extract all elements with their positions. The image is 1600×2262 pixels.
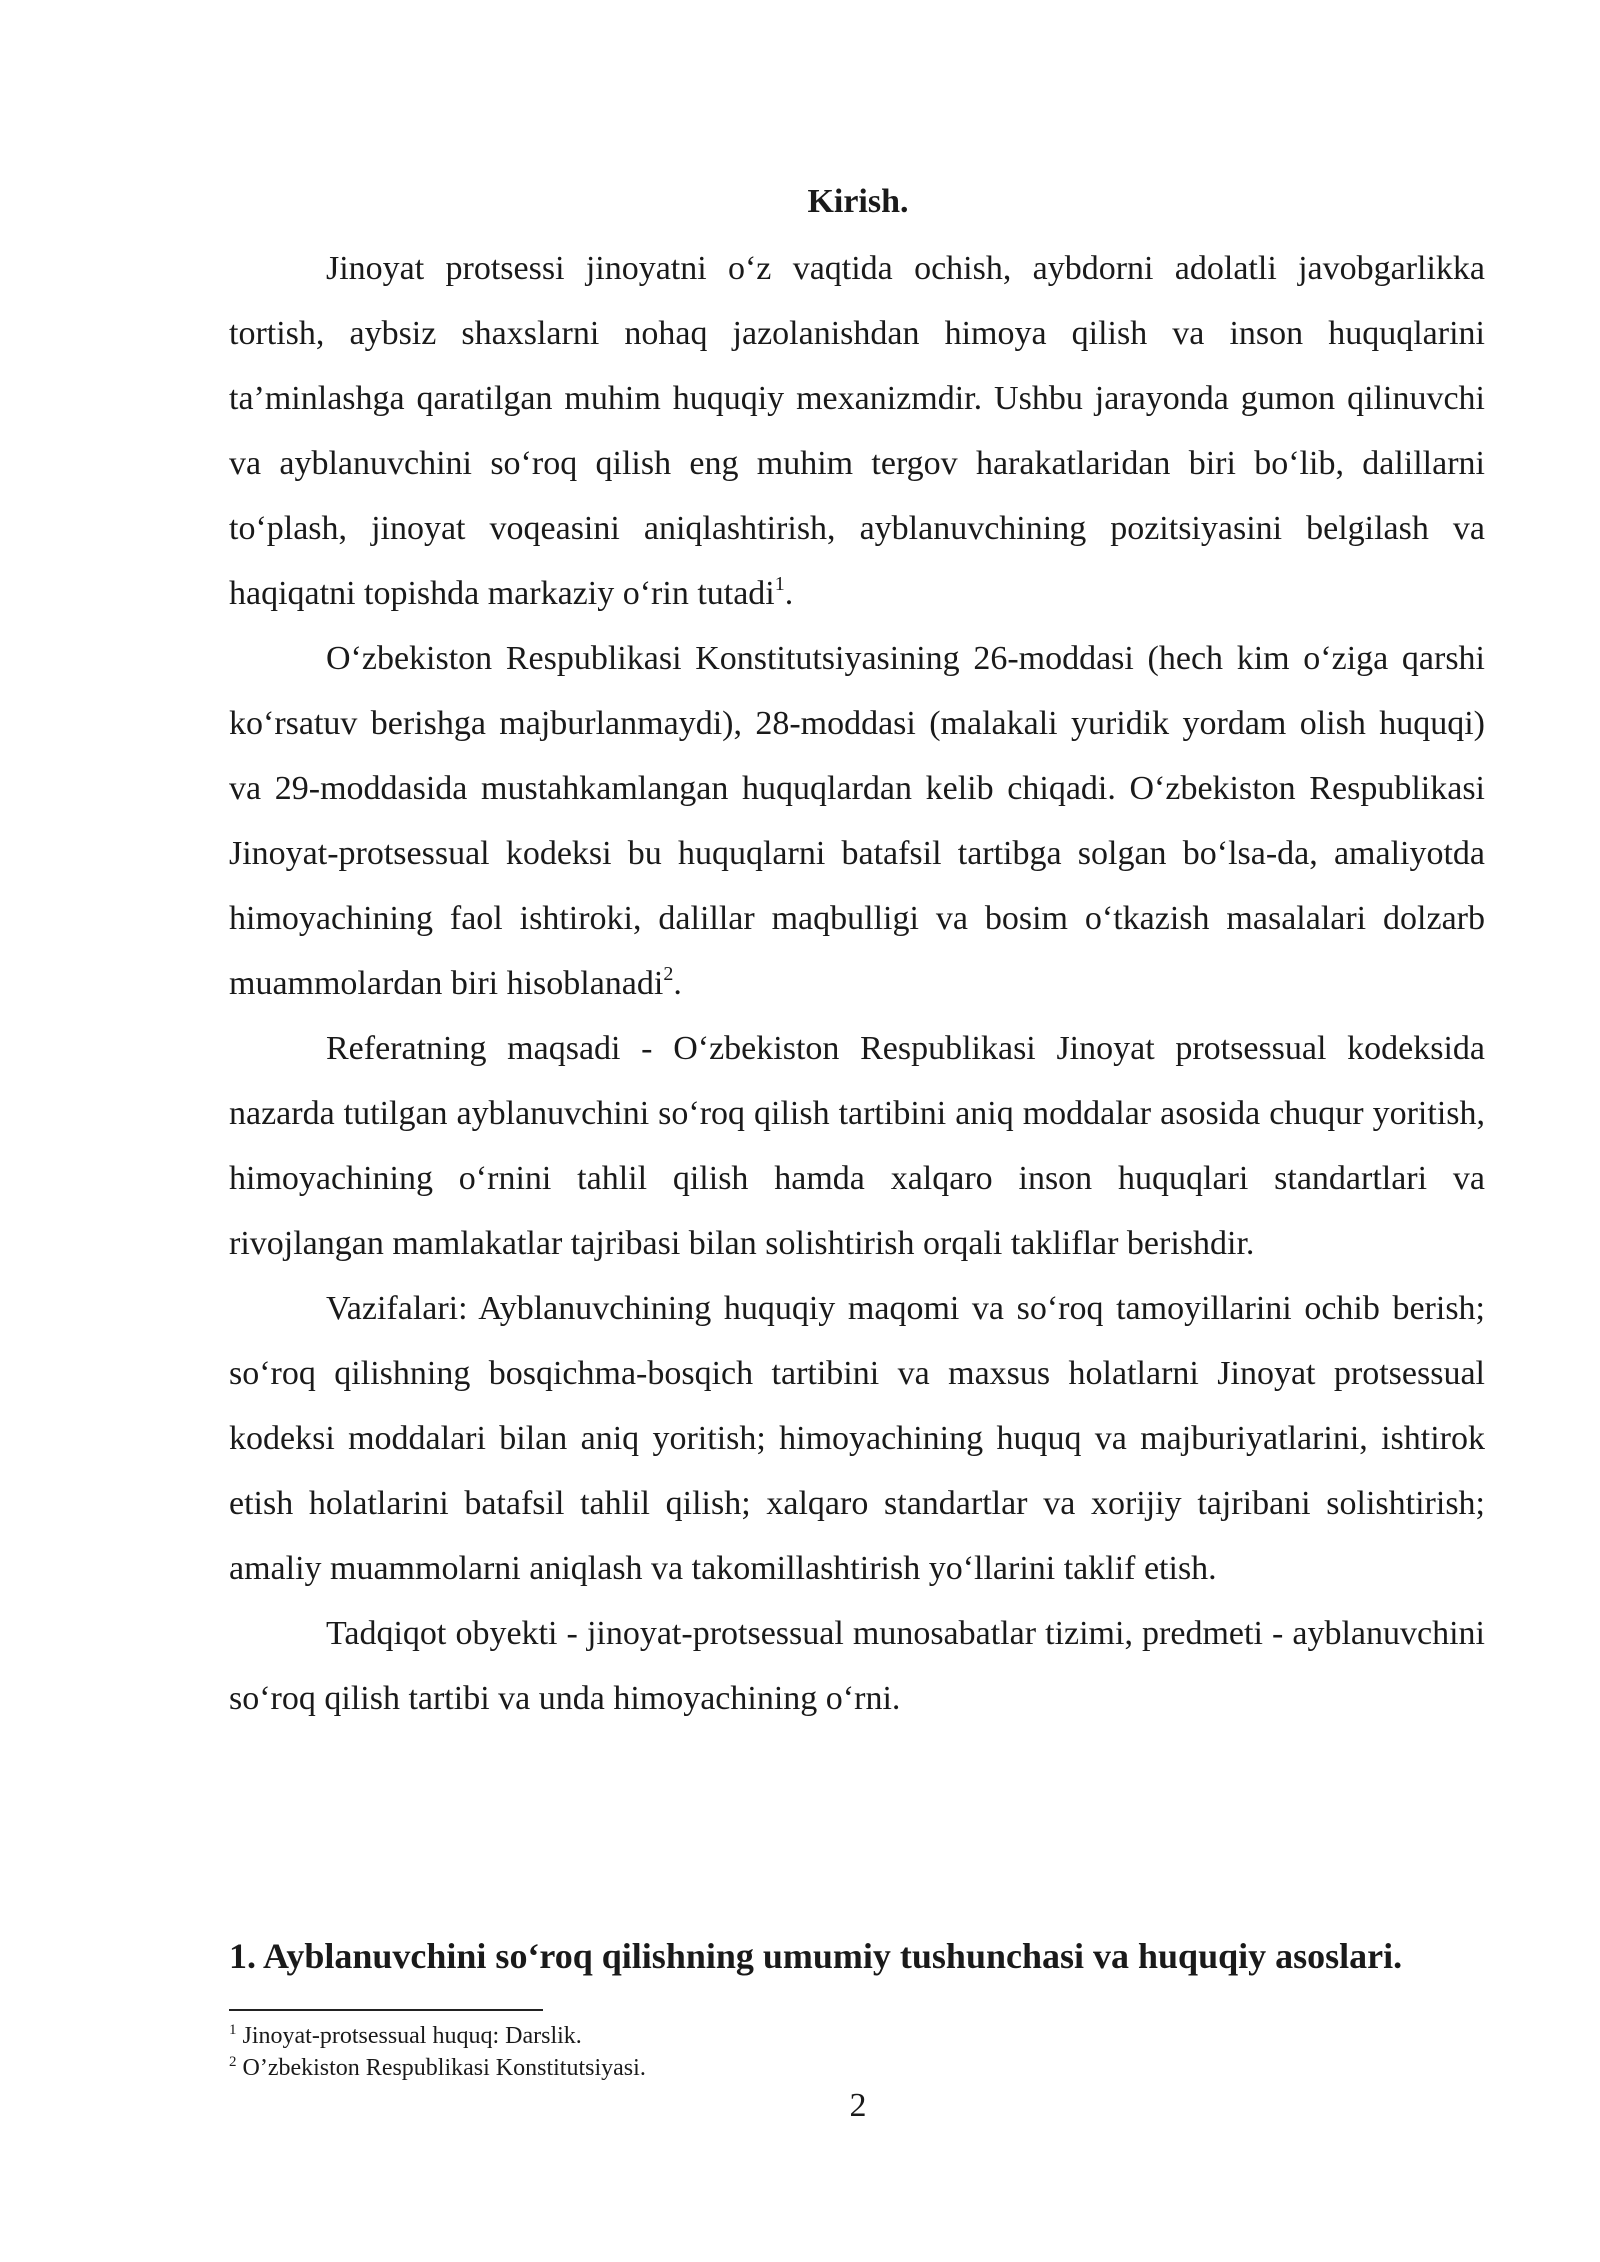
paragraph-constitution	[229, 626, 1485, 1016]
footnote-number: 2	[229, 2054, 237, 2070]
paragraph-text: Jinoyat protsessi jinoyatni o‘z vaqtida ochish, aybdorni adolatli javobgarlikka tortish, aybsiz shaxslarni nohaq jazolanishdan himoya qilish va inson huquqlarini ta’minlashga qaratilgan muhim huquqiy mexanizmdir. Ushbu jarayonda gumon qilinuvchi va ayblanuvchini so‘roq qilish eng muhim tergov harakatlaridan biri bo‘lib, dalillarni to‘plash, jinoyat voqeasini aniqlashtirish, ayblanuvchining pozitsiyasini belgilash va haqiqatni topishda markaziy o‘rin tutadi	[229, 250, 1485, 612]
paragraph-end: .	[673, 965, 682, 1002]
footnote	[229, 2020, 1489, 2052]
body-text	[229, 236, 1485, 1731]
footnote-text: O’zbekiston Respublikasi Konstitutsiyasi.	[242, 2055, 646, 2081]
paragraph-text: Vazifalari: Ayblanuvchining huquqiy maqomi va so‘roq tamoyillarini ochib berish; so‘roq qilishning bosqichma-bosqich tartibini va maxsus holatlarni Jinoyat protsessual kodeksi moddalari bilan aniq yoritish; himoyachining huquq va majburiyatlarini, ishtirok etish holatlarini batafsil tahlil qilish; xalqaro standartlar va xorijiy tajribani solishtirish; amaliy muammolarni aniqlash va takomillashtirish yo‘llarini taklif etish.	[229, 1290, 1485, 1587]
paragraph-tasks	[229, 1276, 1485, 1601]
footnotes	[229, 2020, 1489, 2084]
paragraph-intro	[229, 236, 1485, 626]
paragraph-end: .	[784, 575, 794, 612]
paragraph-text: Referatning maqsadi - O‘zbekiston Respublikasi Jinoyat protsessual kodeksida nazarda tutilgan ayblanuvchini so‘roq qilish tartibini aniq moddalar asosida chuqur yoritish, himoyachining o‘rnini tahlil qilish hamda xalqaro inson huquqlari standartlari va rivojlangan mamlakatlar tajribasi bilan solishtirish orqali takliflar berishdir.	[229, 1030, 1485, 1262]
footnote-reference[interactable]: 2	[663, 963, 674, 985]
footnote-number: 1	[229, 2022, 237, 2038]
page-number: 2	[849, 2087, 867, 2124]
paragraph-object	[229, 1601, 1485, 1731]
footnote	[229, 2052, 1489, 2084]
section-heading: 1. Ayblanuvchini so‘roq qilishning umumiy tushunchasi va huquqiy asoslari.	[229, 1936, 1403, 1976]
paragraph-text: O‘zbekiston Respublikasi Konstitutsiyasining 26-moddasi (hech kim o‘ziga qarshi ko‘rsatuv berishga majburlanmaydi), 28-moddasi (malakali yuridik yordam olish huquqi) va 29-moddasida mustahkamlangan huquqlardan kelib chiqadi. O‘zbekiston Respublikasi Jinoyat-protsessual kodeksi bu huquqlarni batafsil tartibga solgan bo‘lsa-da, amaliyotda himoyachining faol ishtiroki, dalillar maqbulligi va bosim o‘tkazish masalalari dolzarb muammolardan biri hisoblanadi	[229, 640, 1485, 1002]
paragraph-goal	[229, 1016, 1485, 1276]
footnote-text: Jinoyat-protsessual huquq: Darslik.	[242, 2023, 582, 2049]
footnote-separator	[229, 2009, 543, 2011]
footnote-reference[interactable]: 1	[774, 573, 785, 595]
paragraph-text: Tadqiqot obyekti - jinoyat-protsessual munosabatlar tizimi, predmeti - ayblanuvchini so‘roq qilish tartibi va unda himoyachining o‘rni.	[229, 1615, 1485, 1717]
page-title: Kirish.	[807, 183, 909, 220]
